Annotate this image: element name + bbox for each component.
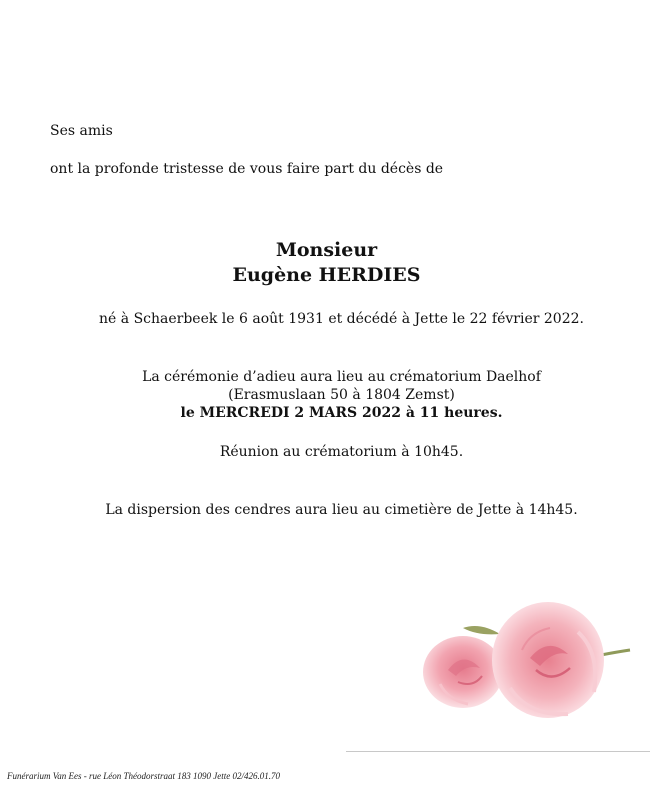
roses-illustration bbox=[418, 592, 638, 732]
ceremony-date: le MERCREDI 2 MARS 2022 à 11 heures. bbox=[180, 405, 503, 421]
dispersion-line: La dispersion des cendres aura lieu au cimetière de Jette à 14h45. bbox=[105, 502, 578, 518]
birth-death-line: né à Schaerbeek le 6 août 1931 et décédé à Jette le 22 février 2022. bbox=[99, 311, 584, 327]
ceremony-line-2: (Erasmuslaan 50 à 1804 Zemst) bbox=[228, 387, 455, 403]
reunion-line: Réunion au crématorium à 10h45. bbox=[219, 444, 464, 460]
deceased-title: Monsieur bbox=[275, 239, 378, 261]
right-rose bbox=[492, 602, 604, 718]
intro-line-1: Ses amis bbox=[50, 123, 113, 139]
footer-funeral-home: Funérarium Van Ees - rue Léon Théodorstraat 183 1090 Jette 02/426.01.70 bbox=[7, 771, 280, 781]
intro-line-2: ont la profonde tristesse de vous faire part du décès de bbox=[50, 161, 444, 177]
deceased-name: Eugène HERDIES bbox=[232, 264, 421, 286]
ceremony-line-1: La cérémonie d’adieu aura lieu au crématorium Daelhof bbox=[142, 369, 541, 385]
left-rose bbox=[423, 636, 503, 708]
rose-leaf bbox=[463, 626, 500, 634]
footer-divider bbox=[346, 751, 650, 752]
